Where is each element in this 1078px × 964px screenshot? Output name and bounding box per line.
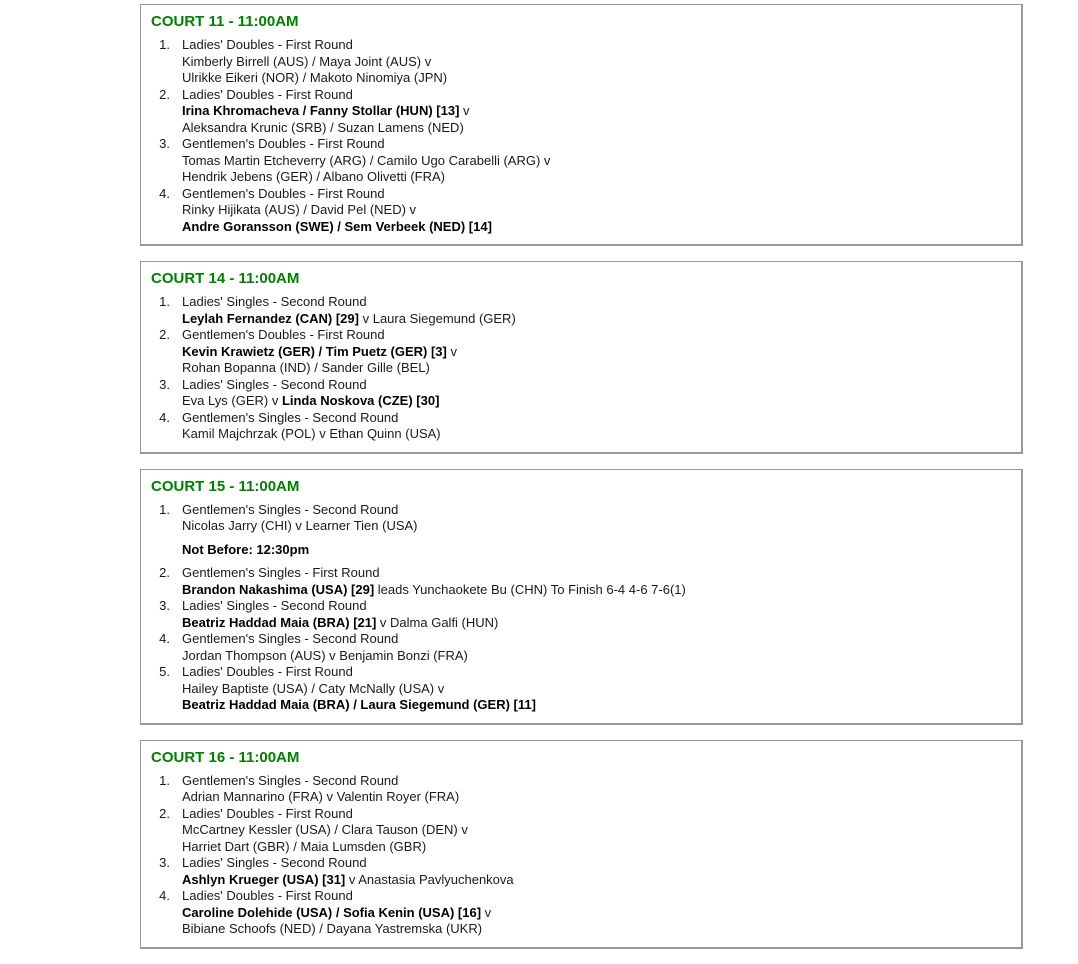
match-body: [182, 855, 1009, 888]
seeded-player: Beatriz Haddad Maia (BRA) [21]: [182, 614, 377, 630]
player-text: v Laura Siegemund (GER): [358, 310, 516, 326]
match-body: [182, 377, 1009, 410]
match-entry: [151, 502, 1009, 535]
event-round-label: Ladies' Doubles - First Round: [182, 86, 353, 102]
seeded-player: Irina Khromacheva / Fanny Stollar (HUN) [13]: [182, 103, 460, 118]
court-16-title: COURT 16 - 11:00AM: [151, 748, 300, 766]
match-body: [182, 565, 1009, 598]
court-14-match-list: [151, 294, 1009, 443]
event-round-label: Ladies' Doubles - First Round: [182, 805, 353, 821]
players-line: [182, 311, 1009, 328]
players-line: [182, 872, 1009, 889]
event-round-label: Gentlemen's Singles - Second Round: [182, 501, 399, 517]
players-line: [182, 921, 1009, 938]
match-entry: [151, 294, 1009, 327]
match-entry: [151, 855, 1009, 888]
players-line: [182, 822, 1009, 839]
player-text: v: [459, 103, 470, 118]
match-number: 3.: [159, 598, 170, 613]
court-15-box: [140, 469, 1023, 725]
players-line: [182, 153, 1009, 170]
match-body: [182, 598, 1009, 631]
event-round-label: Ladies' Singles - Second Round: [182, 598, 367, 613]
players-line: [182, 426, 1009, 443]
match-body: [182, 631, 1009, 664]
player-text: Kamil Majchrzak (POL) v Ethan Quinn (USA): [182, 426, 441, 441]
court-11-box: [140, 4, 1023, 246]
event-round-label: Gentlemen's Doubles - First Round: [182, 185, 385, 201]
seeded-player: Brandon Nakashima (USA) [29]: [182, 581, 375, 597]
match-entry: [151, 410, 1009, 443]
player-text: Adrian Mannarino (FRA) v Valentin Royer (FRA): [182, 789, 460, 804]
court-14-box: [140, 261, 1023, 454]
players-line: [182, 202, 1009, 219]
court-11-match-list: [151, 37, 1009, 235]
match-entry: [151, 186, 1009, 236]
match-number: 2.: [159, 86, 170, 102]
players-line: [182, 905, 1009, 922]
players-line: [182, 360, 1009, 377]
match-number: 3.: [159, 376, 170, 392]
match-body: [182, 186, 1009, 236]
players-line: [182, 54, 1009, 71]
player-text: Tomas Martin Etcheverry (ARG) / Camilo Ugo Carabelli (ARG) v: [182, 152, 551, 168]
match-body: [182, 806, 1009, 856]
event-round-label: Gentlemen's Singles - Second Round: [182, 772, 399, 788]
event-round-label: Gentlemen's Singles - Second Round: [182, 631, 399, 646]
players-line: [182, 681, 1009, 698]
match-number: 1.: [159, 37, 170, 52]
match-body: [182, 294, 1009, 327]
event-round-label: Ladies' Singles - Second Round: [182, 294, 367, 309]
players-line: [182, 582, 1009, 599]
seeded-player: Kevin Krawietz (GER) / Tim Puetz (GER) [3]: [182, 343, 447, 359]
players-line: [182, 219, 1009, 236]
match-number: 3.: [159, 136, 170, 151]
player-text: Jordan Thompson (AUS) v Benjamin Bonzi (FRA): [182, 647, 468, 663]
match-number: 4.: [159, 888, 170, 903]
not-before-note: Not Before: 12:30pm: [182, 541, 310, 557]
event-round-label: Gentlemen's Doubles - First Round: [182, 327, 385, 342]
player-text: v: [446, 343, 457, 359]
seeded-player: Leylah Fernandez (CAN) [29]: [182, 310, 359, 326]
court-15-match-list: [151, 502, 1009, 714]
match-number: 2.: [159, 327, 170, 342]
event-round-label: Ladies' Singles - Second Round: [182, 855, 367, 870]
match-entry: [151, 327, 1009, 377]
match-body: [182, 410, 1009, 443]
not-before-note-row: [151, 542, 1009, 559]
players-line: [182, 648, 1009, 665]
match-number: 4.: [159, 409, 170, 425]
match-number: 1.: [159, 501, 170, 517]
player-text: leads Yunchaokete Bu (CHN) To Finish 6-4 4-6 7-6(1): [374, 581, 686, 597]
match-body: [182, 87, 1009, 137]
player-text: Eva Lys (GER) v: [182, 393, 282, 408]
event-round-label: Ladies' Singles - Second Round: [182, 376, 367, 392]
match-entry: [151, 565, 1009, 598]
players-line: [182, 103, 1009, 120]
player-text: Nicolas Jarry (CHI) v Learner Tien (USA): [182, 518, 418, 533]
players-line: [182, 344, 1009, 361]
player-text: v Anastasia Pavlyuchenkova: [345, 871, 514, 887]
match-body: [182, 327, 1009, 377]
note-spacer: [151, 542, 182, 559]
match-body: [182, 136, 1009, 186]
players-line: [182, 120, 1009, 137]
player-text: v: [481, 904, 492, 920]
event-round-label: Gentlemen's Singles - First Round: [182, 565, 380, 580]
match-number: 2.: [159, 565, 170, 580]
court-15-title: COURT 15 - 11:00AM: [151, 477, 300, 495]
player-text: Hendrik Jebens (GER) / Albano Olivetti (FRA): [182, 169, 445, 184]
player-text: Bibiane Schoofs (NED) / Dayana Yastremska (UKR): [182, 921, 483, 936]
event-round-label: Gentlemen's Singles - Second Round: [182, 409, 399, 425]
match-number: 4.: [159, 185, 170, 201]
match-entry: [151, 598, 1009, 631]
seeded-player: Caroline Dolehide (USA) / Sofia Kenin (USA) [16]: [182, 904, 482, 920]
player-text: McCartney Kessler (USA) / Clara Tauson (DEN) v: [182, 822, 468, 837]
match-entry: [151, 136, 1009, 186]
player-text: v Dalma Galfi (HUN): [376, 614, 499, 630]
match-body: [182, 37, 1009, 87]
player-text: Rinky Hijikata (AUS) / David Pel (NED) v: [182, 202, 417, 217]
players-line: [182, 70, 1009, 87]
event-round-label: Ladies' Doubles - First Round: [182, 888, 353, 903]
player-text: Aleksandra Krunic (SRB) / Suzan Lamens (NED): [182, 119, 464, 135]
seeded-player: Linda Noskova (CZE) [30]: [281, 393, 440, 408]
players-line: [182, 839, 1009, 856]
player-text: Rohan Bopanna (IND) / Sander Gille (BEL): [182, 360, 430, 375]
players-line: [182, 789, 1009, 806]
players-line: [182, 697, 1009, 714]
match-entry: [151, 37, 1009, 87]
event-round-label: Gentlemen's Doubles - First Round: [182, 136, 385, 151]
match-entry: [151, 773, 1009, 806]
match-number: 5.: [159, 664, 170, 679]
court-11-title: COURT 11 - 11:00AM: [151, 13, 299, 30]
event-round-label: Ladies' Doubles - First Round: [182, 664, 353, 679]
match-number: 3.: [159, 855, 170, 870]
seeded-player: Beatriz Haddad Maia (BRA) / Laura Siegemund (GER) [11]: [182, 697, 536, 712]
match-entry: [151, 888, 1009, 938]
player-text: Harriet Dart (GBR) / Maia Lumsden (GBR): [182, 838, 427, 854]
match-entry: [151, 806, 1009, 856]
player-text: Kimberly Birrell (AUS) / Maya Joint (AUS) v: [182, 53, 432, 69]
match-entry: [151, 631, 1009, 664]
match-body: [182, 502, 1009, 535]
match-body: [182, 888, 1009, 938]
match-number: 2.: [159, 805, 170, 821]
match-entry: [151, 87, 1009, 137]
match-number: 4.: [159, 631, 170, 646]
court-16-match-list: [151, 773, 1009, 938]
match-entry: [151, 664, 1009, 714]
players-line: [182, 169, 1009, 186]
player-text: Hailey Baptiste (USA) / Caty McNally (USA) v: [182, 680, 445, 696]
players-line: [182, 615, 1009, 632]
players-line: [182, 518, 1009, 535]
court-16-box: [140, 740, 1023, 949]
event-round-label: Ladies' Doubles - First Round: [182, 37, 353, 52]
seeded-player: Ashlyn Krueger (USA) [31]: [182, 871, 346, 887]
match-entry: [151, 377, 1009, 410]
match-number: 1.: [159, 772, 170, 788]
match-body: [182, 664, 1009, 714]
match-number: 1.: [159, 294, 170, 309]
match-body: [182, 773, 1009, 806]
player-text: Ulrikke Eikeri (NOR) / Makoto Ninomiya (JPN): [182, 70, 448, 85]
court-14-title: COURT 14 - 11:00AM: [151, 270, 300, 287]
players-line: [182, 393, 1009, 410]
seeded-player: Andre Goransson (SWE) / Sem Verbeek (NED) [14]: [182, 218, 492, 234]
